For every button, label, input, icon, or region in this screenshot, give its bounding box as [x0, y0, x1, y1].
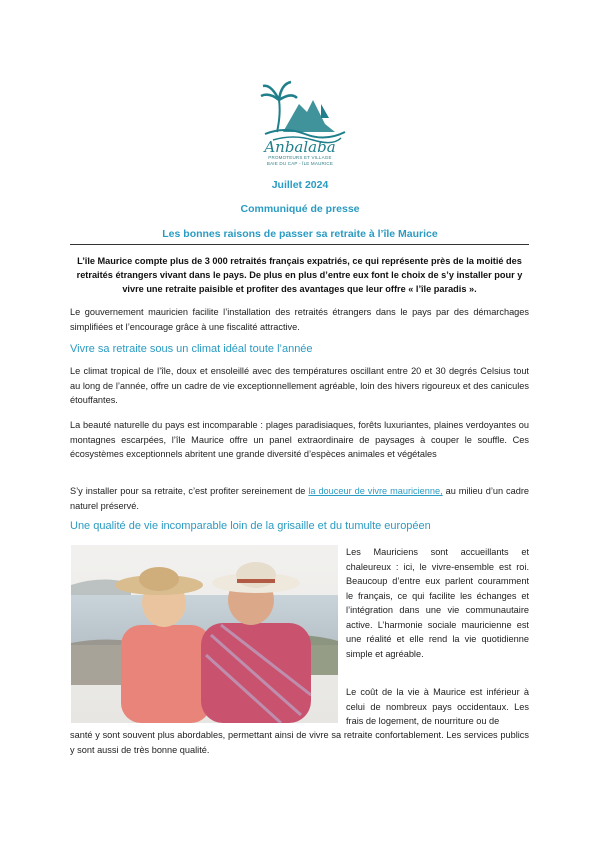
- brand-name: Anbalaba: [264, 138, 336, 156]
- document-title: Les bonnes raisons de passer sa retraite à l’île Maurice: [162, 228, 438, 240]
- lead-paragraph: L’île Maurice compte plus de 3 000 retraités français expatriés, ce qui représente près de la moitié des retraités étrangers vivant dans le pays. De plus en plus d’entre eux font le choix de s’y installer pour y vivre une retraite paisible et profiter des avantages que leur offre « l’île paradis ».: [76, 256, 523, 294]
- release-date: Juillet 2024: [271, 179, 329, 191]
- title-divider: [70, 244, 529, 245]
- retirement-text-start: S’y installer pour sa retraite, c’est profiter sereinement de: [70, 486, 309, 496]
- retirement-paragraph: [70, 484, 529, 513]
- retired-couple-photo: [71, 545, 338, 723]
- climate-paragraph: Le climat tropical de l’île, doux et ensoleillé avec des températures oscillant entre 20 et 30 degrés Celsius tout au long de l’année, offre un cadre de vie exceptionnellement agréable, loin des hivers rigoureux et des canicules étouffantes.: [70, 366, 529, 405]
- douceur-de-vivre-link[interactable]: la douceur de vivre mauricienne,: [308, 486, 443, 496]
- cost-of-living-continued: santé y sont souvent plus abordables, permettant ainsi de vivre sa retraite confortablement. Les services publics y sont aussi de très bonne qualité.: [70, 730, 529, 755]
- document-type: Communiqué de presse: [240, 203, 360, 215]
- retirement-text-end: au milieu d’un cadre naturel préservé.: [70, 486, 530, 511]
- community-paragraph: Les Mauriciens sont accueillants et chaleureux : ici, le vivre-ensemble est roi. Beaucoup d’entre eux parlent couramment le français, ce qui facilite les échanges et l’intégration dans une vie communautaire active. L’harmonie sociale mauricienne est une réalité et elle rend la vie quotidienne simple et agréable.: [346, 547, 529, 659]
- brand-tagline-line2: BAIE DU CAP - ÎLE MAURICE: [266, 160, 334, 166]
- section-heading-quality: Une qualité de vie incomparable loin de la grisaille et du tumulte européen: [70, 520, 431, 532]
- section-heading-climate: Vivre sa retraite sous un climat idéal toute l’année: [70, 343, 313, 355]
- nature-paragraph: La beauté naturelle du pays est incomparable : plages paradisiaques, forêts luxuriantes, plaines verdoyantes ou montagnes escarpées, l’île Maurice offre un panel extraordinaire de paysages à couper le souffle. Ces écosystèmes exceptionnels abritent une grande diversité d’espèces animales et végétales: [70, 420, 529, 459]
- brand-tagline: [250, 155, 350, 166]
- intro-paragraph: Le gouvernement mauricien facilite l’installation des retraités étrangers dans le pays par des démarchages simplifiées et l’encourage grâce à une fiscalité attractive.: [70, 307, 529, 332]
- cost-of-living-paragraph: Le coût de la vie à Maurice est inférieur à celui de nombreux pays occidentaux. Les frais de logement, de nourriture ou de: [346, 687, 529, 726]
- brand-tagline-line1: PROMOTEURS ET VILLAGE: [268, 155, 332, 160]
